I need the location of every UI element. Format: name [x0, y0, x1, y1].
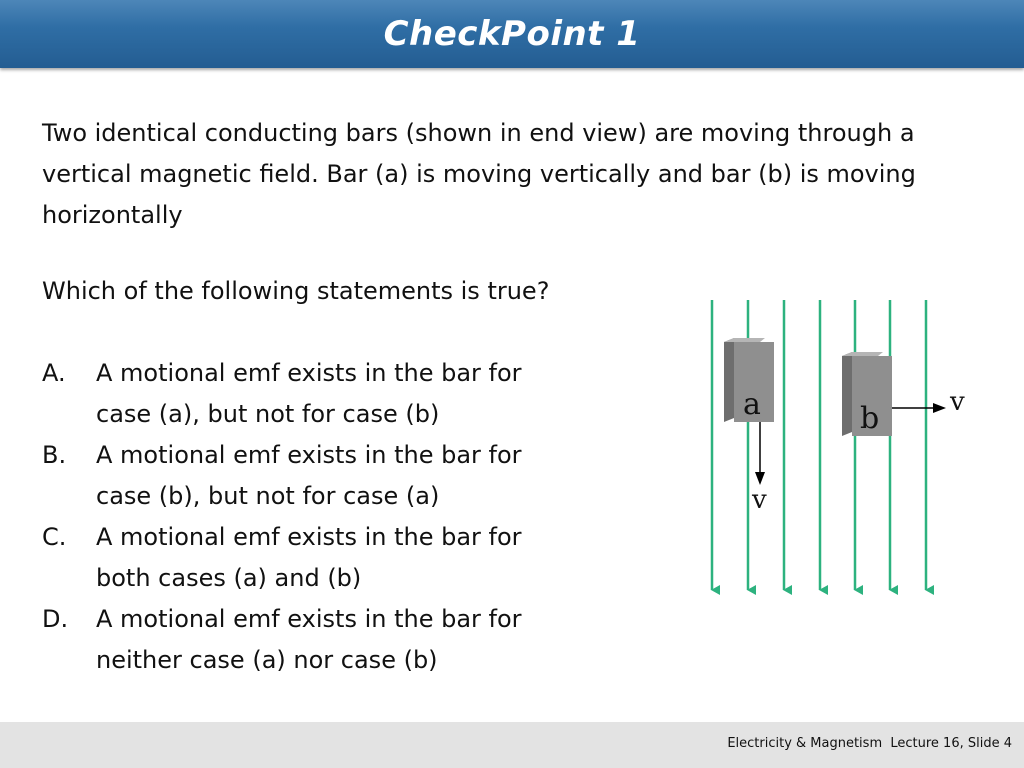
option-text: A motional emf exists in the bar for case (a), but not for case (b): [96, 359, 522, 428]
velocity-a-label: v: [752, 485, 767, 515]
footer-bar: [0, 722, 1024, 768]
bar-a-side: [724, 338, 734, 422]
option-c[interactable]: [42, 517, 562, 599]
option-text: A motional emf exists in the bar for both cases (a) and (b): [96, 523, 522, 592]
magnetic-field-figure: [690, 290, 990, 610]
footer-slide-info: Electricity & Magnetism Lecture 16, Slide 4: [727, 736, 1012, 751]
slide-title: CheckPoint 1: [383, 14, 641, 54]
bar-b-top: [842, 352, 883, 356]
option-letter: A.: [42, 359, 66, 387]
question-text: Which of the following statements is true?: [42, 277, 550, 305]
velocity-arrow-b: [892, 387, 965, 417]
bar-a-top: [724, 338, 765, 342]
option-b[interactable]: [42, 435, 562, 517]
option-a[interactable]: [42, 353, 562, 435]
option-text: A motional emf exists in the bar for neither case (a) nor case (b): [96, 605, 522, 674]
option-letter: C.: [42, 523, 67, 551]
velocity-arrow-a: [751, 422, 767, 515]
bar-b-side: [842, 352, 852, 436]
option-letter: B.: [42, 441, 67, 469]
option-letter: D.: [42, 605, 69, 633]
bar-a: [724, 338, 774, 422]
title-bar: [0, 0, 1024, 68]
velocity-a-head: [755, 472, 765, 485]
intro-paragraph: Two identical conducting bars (shown in end view) are moving through a vertical magnetic field. Bar (a) is moving vertically and bar (b) is moving horizontally: [42, 119, 916, 229]
option-text: A motional emf exists in the bar for case (b), but not for case (a): [96, 441, 522, 510]
bar-b: [842, 352, 892, 436]
option-d[interactable]: [42, 599, 562, 681]
answer-options: [42, 353, 562, 681]
velocity-b-label: v: [950, 387, 965, 417]
figure-svg: [690, 290, 990, 610]
bar-b-label: b: [860, 401, 880, 436]
bar-a-label: a: [743, 387, 761, 422]
velocity-b-head: [933, 403, 946, 413]
